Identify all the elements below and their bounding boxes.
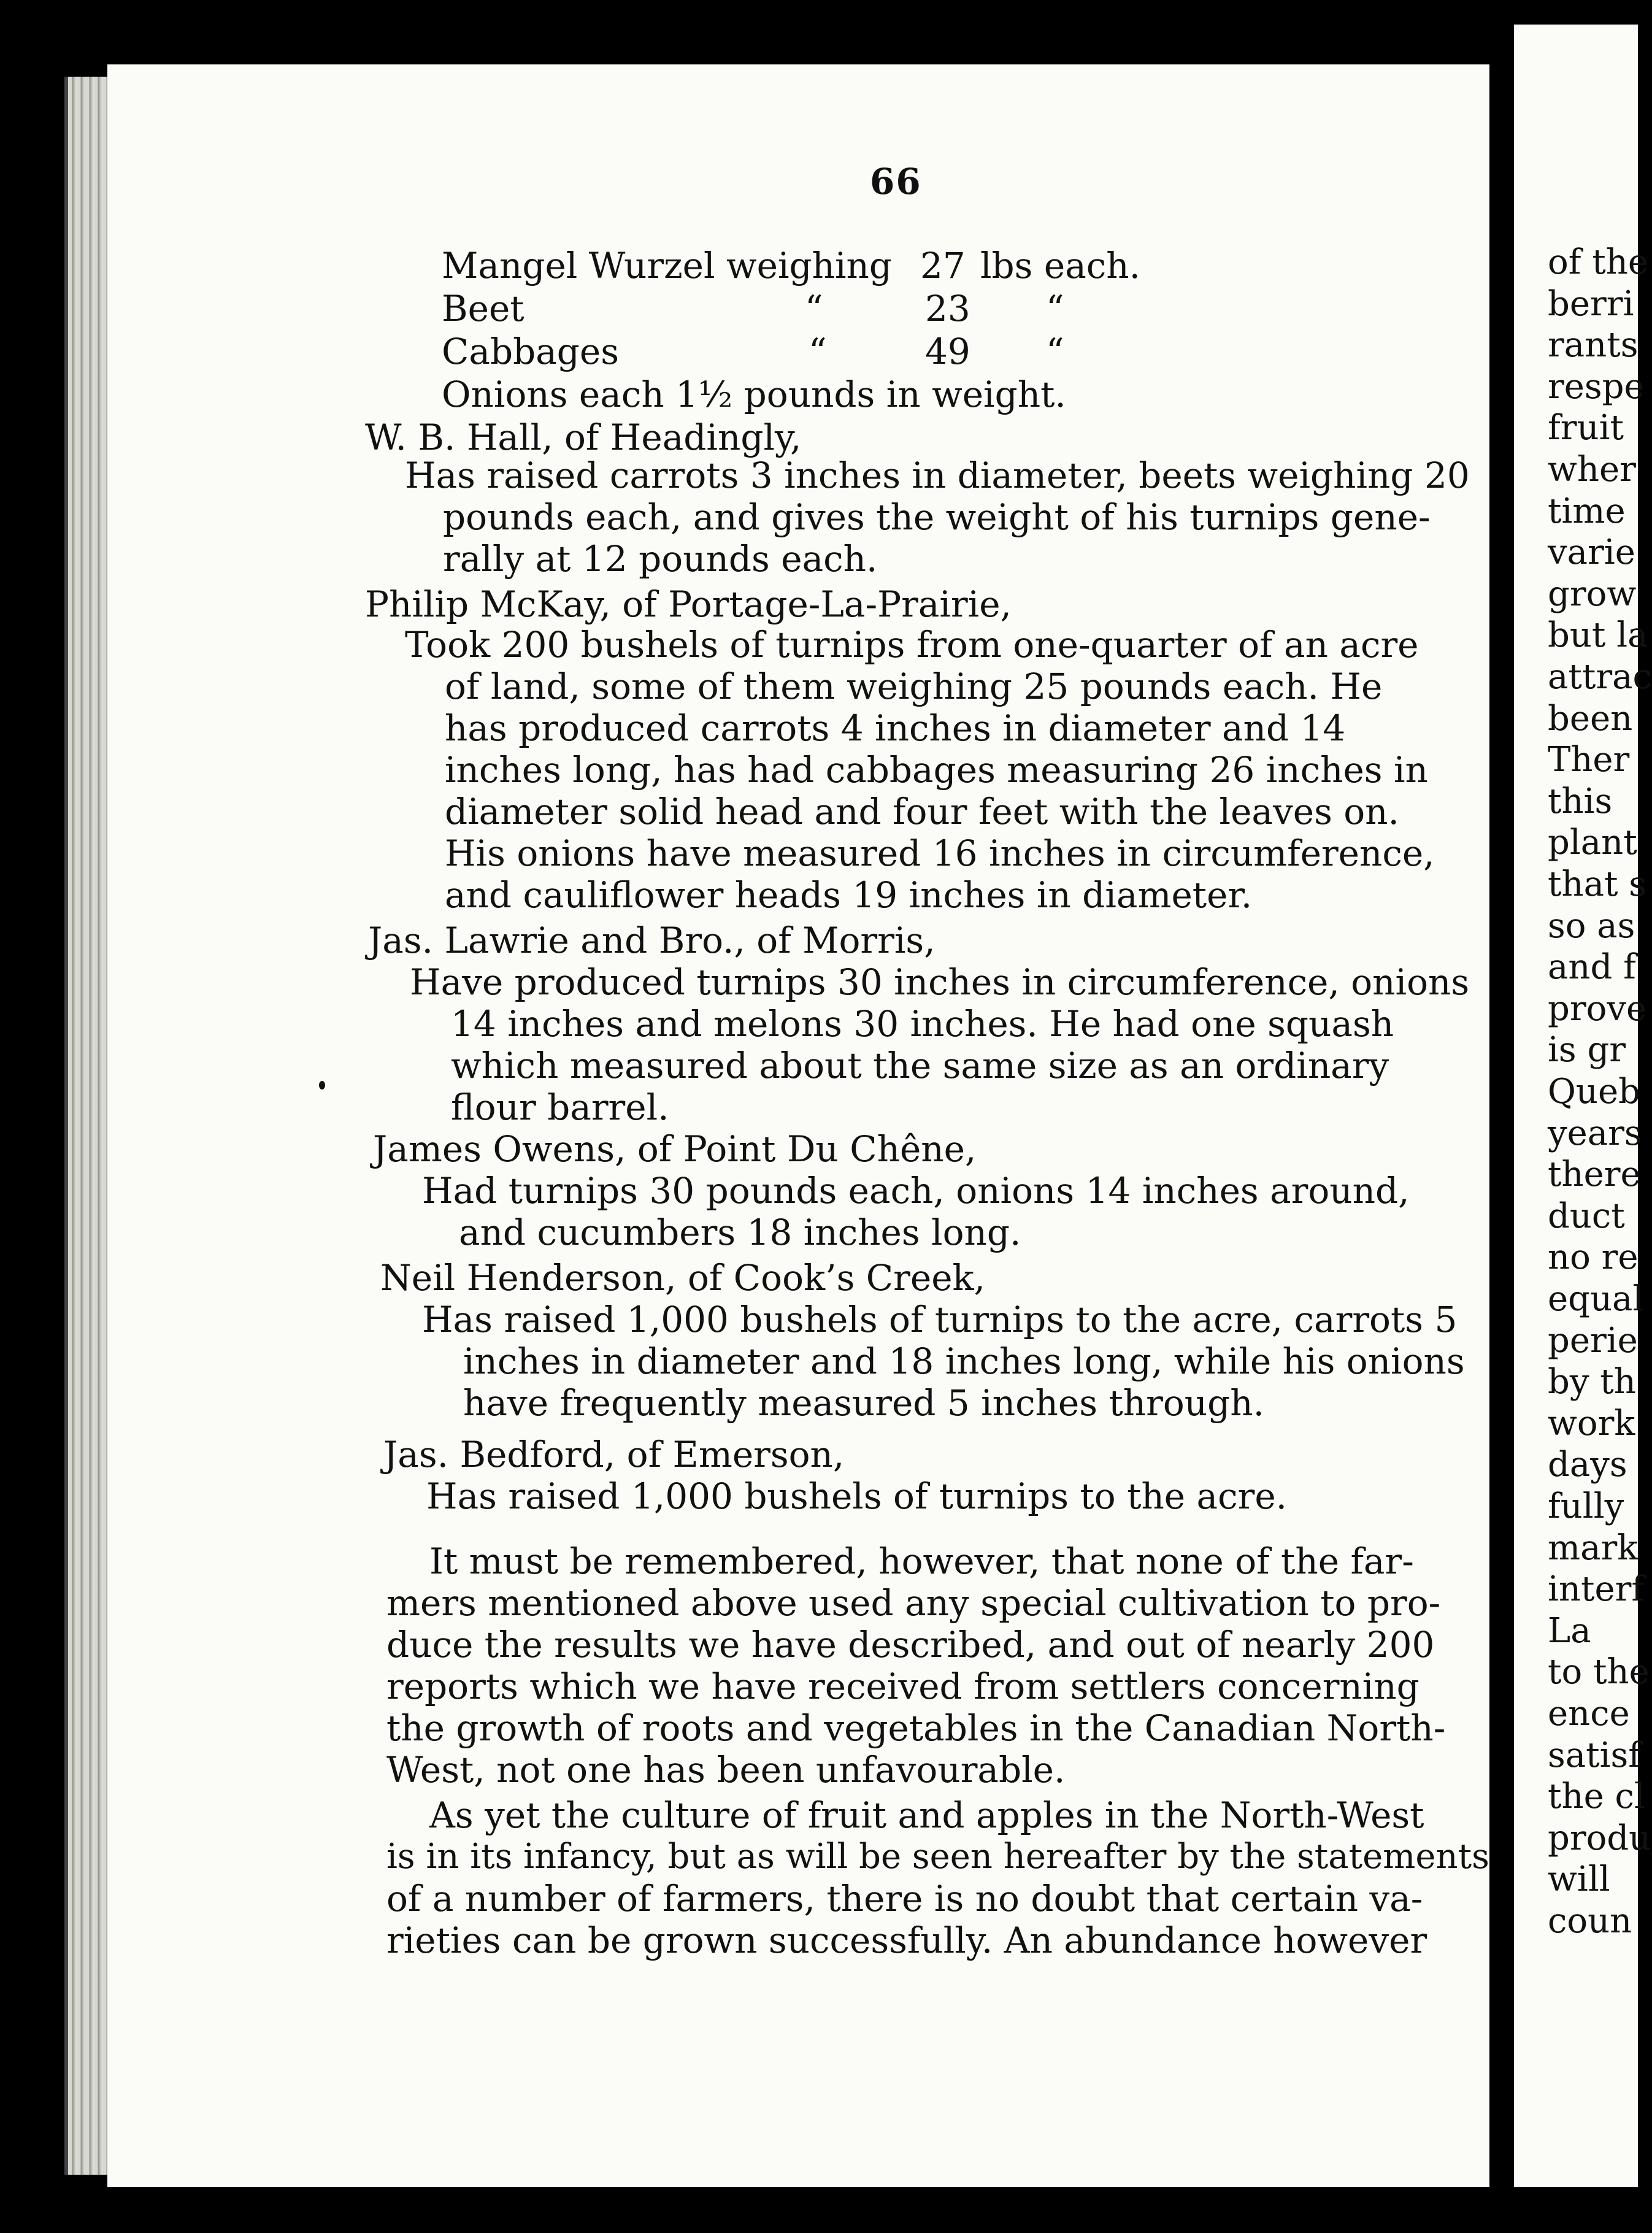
entry-name: Jas. Bedford, of Emerson, (383, 1434, 845, 1475)
facing-page-line: Queb (1548, 1072, 1640, 1112)
page-number: 66 (870, 161, 922, 202)
facing-page-line: the cl (1548, 1777, 1645, 1817)
facing-page-line: no re (1548, 1237, 1639, 1278)
entry-line: pounds each, and gives the weight of his turnips gene- (443, 496, 1431, 538)
facing-page-line: coun (1548, 1901, 1632, 1941)
entry-line: Took 200 bushels of turnips from one-quarter of an acre (405, 624, 1419, 666)
facing-page-line: work (1548, 1403, 1635, 1443)
facing-page-line: attrac (1548, 657, 1652, 697)
table-item: Cabbages (442, 331, 620, 372)
facing-page-line: duct (1548, 1196, 1625, 1236)
entry-line: diameter solid head and four feet with the leaves on. (445, 791, 1399, 832)
paragraph-line: mers mentioned above used any special cultivation to pro- (386, 1582, 1441, 1624)
entry-line: inches in diameter and 18 inches long, while his onions (463, 1340, 1465, 1382)
facing-page-line: satisf (1548, 1735, 1642, 1775)
facing-page-line: years (1548, 1113, 1642, 1153)
entry-line: have frequently measured 5 inches through. (463, 1382, 1265, 1424)
entry-line: and cucumbers 18 inches long. (459, 1212, 1021, 1253)
facing-page-line: La (1548, 1610, 1591, 1651)
facing-page-line: so as (1548, 905, 1635, 946)
facing-page-line: will (1548, 1859, 1610, 1900)
table-unit: “ (1046, 288, 1064, 329)
table-ditto: “ (805, 288, 823, 329)
facing-page-line: berri (1548, 283, 1634, 324)
facing-page-line: that s (1548, 864, 1646, 904)
facing-page-line: this (1548, 781, 1613, 821)
facing-page-line: been (1548, 698, 1633, 739)
entry-name: Jas. Lawrie and Bro., of Morris, (368, 920, 935, 961)
onions-line: Onions each 1½ pounds in weight. (442, 374, 1066, 415)
table-value: 27 (920, 245, 966, 286)
entry-name: Philip McKay, of Portage-La-Prairie, (365, 583, 1012, 625)
table-unit: lbs each. (980, 245, 1141, 286)
paragraph-line: of a number of farmers, there is no doubt that certain va- (386, 1878, 1423, 1920)
facing-page-line: there (1548, 1155, 1641, 1195)
entry-name: W. B. Hall, of Headingly, (365, 417, 802, 458)
entry-line: and cauliflower heads 19 inches in diameter. (445, 874, 1253, 916)
table-value: 23 (925, 288, 970, 329)
facing-page-line: and f (1548, 947, 1636, 988)
paragraph-line: It must be remembered, however, that none of the far- (429, 1540, 1414, 1582)
facing-page-line: to the (1548, 1652, 1650, 1693)
facing-page-line: rants (1548, 325, 1639, 366)
entry-line: 14 inches and melons 30 inches. He had one squash (451, 1003, 1394, 1045)
facing-page-line: grow (1548, 574, 1637, 614)
facing-page-line: prove (1548, 988, 1647, 1029)
table-item: Beet (442, 288, 524, 329)
entry-line: Has raised carrots 3 inches in diameter, beets weighing 20 (405, 455, 1470, 496)
entry-line: Has raised 1,000 bushels of turnips to the acre, carrots 5 (422, 1299, 1458, 1340)
entry-line: flour barrel. (451, 1086, 669, 1128)
facing-page-line: is gr (1548, 1030, 1626, 1070)
table-unit: “ (1046, 331, 1064, 372)
facing-page-line: fruit (1548, 408, 1624, 448)
paragraph-line: rieties can be grown successfully. An abundance however (386, 1920, 1427, 1961)
facing-page-line: perie (1548, 1320, 1638, 1361)
margin-speck (319, 1081, 325, 1090)
facing-page-line: time (1548, 491, 1626, 531)
entry-line: has produced carrots 4 inches in diameter and 14 (445, 707, 1346, 749)
paragraph-line: reports which we have received from settlers concerning (386, 1666, 1420, 1707)
entry-name: Neil Henderson, of Cook’s Creek, (380, 1257, 986, 1299)
facing-page-line: respe (1548, 366, 1645, 407)
facing-page-line: produ (1548, 1818, 1651, 1858)
facing-page-line: mark (1548, 1528, 1639, 1568)
entry-name: James Owens, of Point Du Chêne, (373, 1128, 977, 1170)
paragraph-line: duce the results we have described, and out of nearly 200 (386, 1624, 1435, 1666)
facing-page-line: days (1548, 1445, 1627, 1485)
table-value: 49 (925, 331, 970, 372)
entry-line: Has raised 1,000 bushels of turnips to the acre. (426, 1475, 1288, 1517)
entry-line: His onions have measured 16 inches in circumference, (445, 832, 1435, 874)
facing-page-line: interf (1548, 1569, 1645, 1610)
facing-page-line: equal (1548, 1279, 1644, 1319)
paragraph-line: As yet the culture of fruit and apples in the North-West (429, 1794, 1424, 1836)
table-ditto: “ (809, 331, 827, 372)
facing-page-line: ence (1548, 1694, 1630, 1734)
facing-page-line: but la (1548, 615, 1648, 656)
facing-page-line: wher (1548, 450, 1636, 490)
paragraph-line: the growth of roots and vegetables in the Canadian North- (386, 1707, 1446, 1749)
facing-page-line: of the (1548, 242, 1648, 282)
entry-line: Have produced turnips 30 inches in circumference, onions (410, 961, 1470, 1003)
entry-line: rally at 12 pounds each. (443, 538, 878, 580)
facing-page-line: Ther (1548, 740, 1630, 780)
entry-line: of land, some of them weighing 25 pounds each. He (445, 666, 1383, 707)
entry-line: inches long, has had cabbages measuring 26 inches in (445, 749, 1428, 791)
facing-page-line: plant (1548, 823, 1637, 863)
entry-line: which measured about the same size as an ordinary (451, 1045, 1389, 1086)
entry-line: Had turnips 30 pounds each, onions 14 inches around, (422, 1170, 1410, 1212)
facing-page-line: varie (1548, 532, 1635, 573)
facing-page-line: by th (1548, 1362, 1636, 1402)
paragraph-line: West, not one has been unfavourable. (386, 1749, 1066, 1791)
facing-page-line: fully (1548, 1486, 1624, 1526)
table-item: Mangel Wurzel weighing (442, 245, 893, 286)
paragraph-line: is in its infancy, but as will be seen hereafter by the statements (386, 1837, 1489, 1877)
